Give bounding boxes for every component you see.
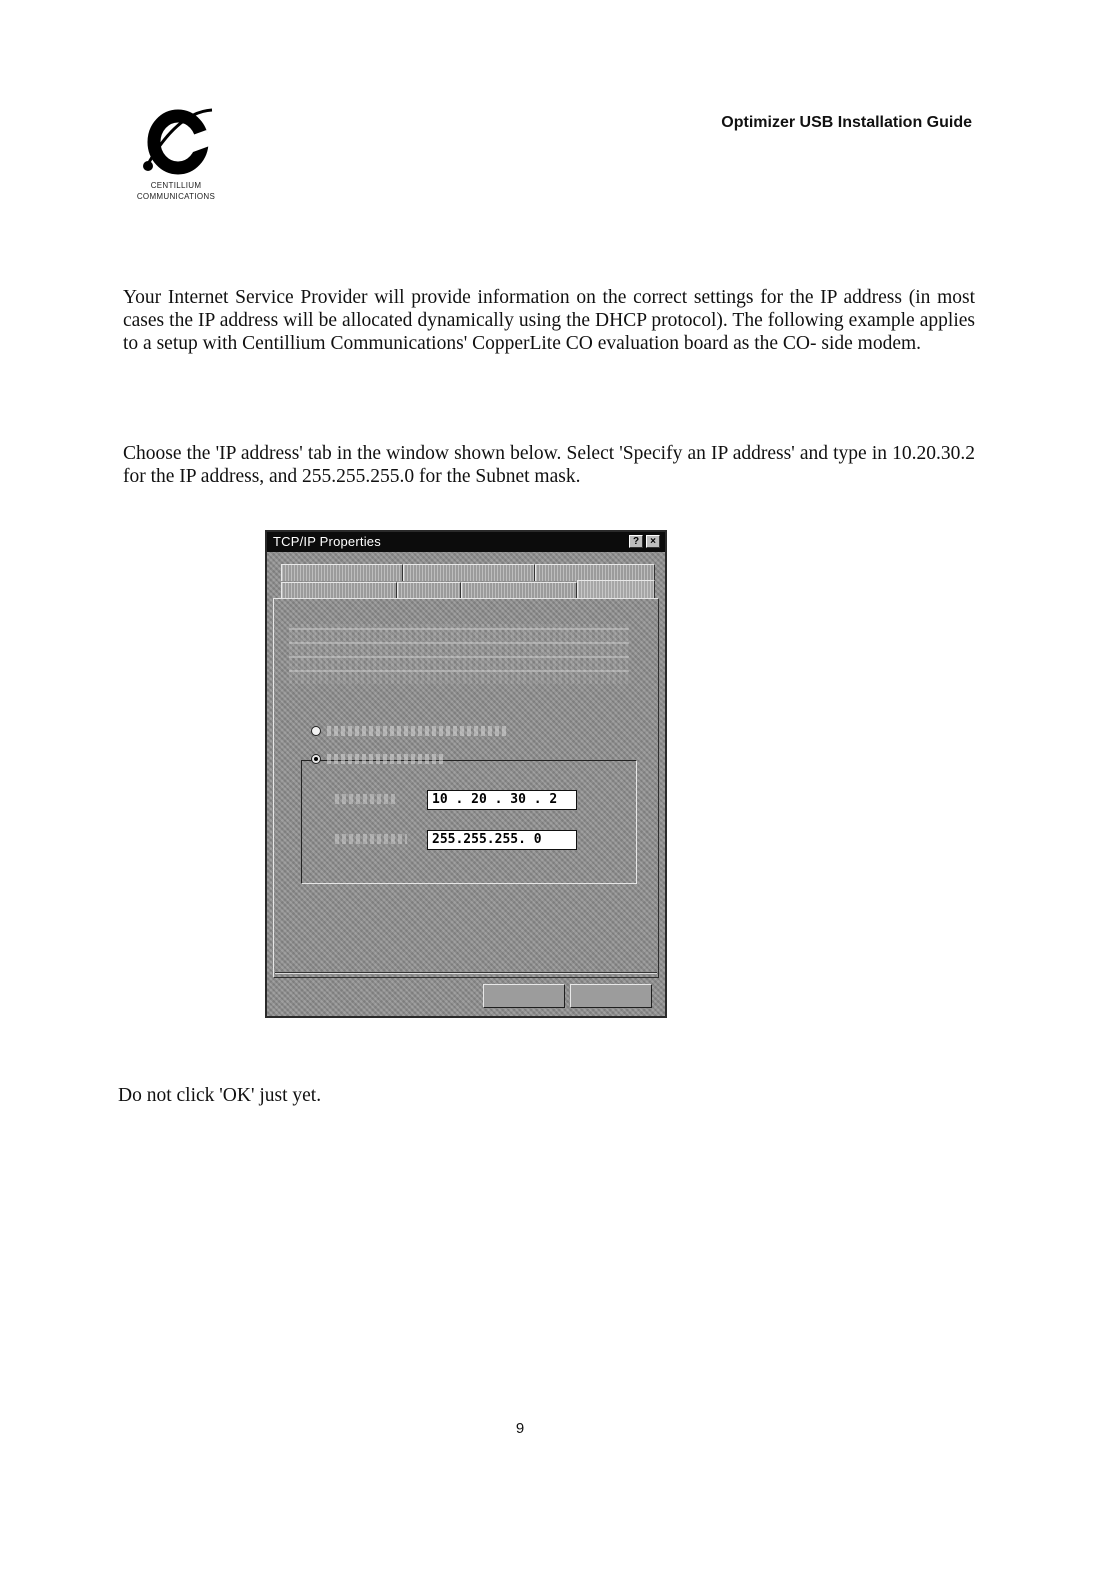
logo-line-2: COMMUNICATIONS — [136, 192, 216, 201]
tab-row1-3[interactable] — [535, 564, 655, 581]
warning-paragraph: Do not click 'OK' just yet. — [118, 1085, 322, 1106]
specify-ip-radio[interactable] — [311, 754, 321, 764]
tcpip-properties-dialog — [265, 530, 667, 1018]
page-number: 9 — [515, 1420, 525, 1437]
centillium-logo-icon — [138, 104, 218, 178]
close-button[interactable]: × — [646, 535, 660, 548]
company-logo — [118, 104, 238, 204]
ip-address-label — [335, 794, 395, 804]
tab-row2-2[interactable] — [397, 582, 461, 599]
tab-row1-2[interactable] — [403, 564, 535, 581]
logo-text — [118, 180, 234, 202]
intro-paragraph: Your Internet Service Provider will provide information on the correct settings for the IP address (in most cases the IP address will be allocated dynamically using the DHCP protocol). The following example applies to a setup with Centillium Communications' CopperLite CO evaluation board as the CO- side modem. — [123, 287, 975, 354]
cancel-button[interactable] — [570, 984, 652, 1008]
logo-line-1: CENTILLIUM — [150, 181, 202, 190]
document-title: Optimizer USB Installation Guide — [721, 114, 972, 131]
subnet-mask-label — [335, 834, 407, 844]
tab-row2-1[interactable] — [281, 582, 397, 599]
obtain-ip-label — [327, 726, 507, 736]
tab-row1-1[interactable] — [281, 564, 403, 581]
specify-ip-groupbox — [301, 760, 637, 884]
specify-ip-label — [327, 754, 445, 764]
dialog-separator — [275, 972, 657, 974]
tab-ip-address[interactable] — [577, 580, 655, 599]
dialog-title: TCP/IP Properties — [273, 534, 381, 549]
help-button[interactable]: ? — [629, 535, 643, 548]
instruction-paragraph: Choose the 'IP address' tab in the window shown below. Select 'Specify an IP address' and type in 10.20.30.2 for the IP address, and 255.255.255.0 for the Subnet mask. — [123, 443, 975, 487]
ok-button[interactable] — [483, 984, 565, 1008]
ip-address-field[interactable]: 10 . 20 . 30 . 2 — [427, 790, 577, 810]
subnet-mask-field[interactable]: 255.255.255. 0 — [427, 830, 577, 850]
dialog-titlebar[interactable] — [267, 532, 665, 552]
tab-row2-3[interactable] — [461, 582, 577, 599]
description-text — [289, 624, 629, 684]
obtain-ip-radio[interactable] — [311, 726, 321, 736]
